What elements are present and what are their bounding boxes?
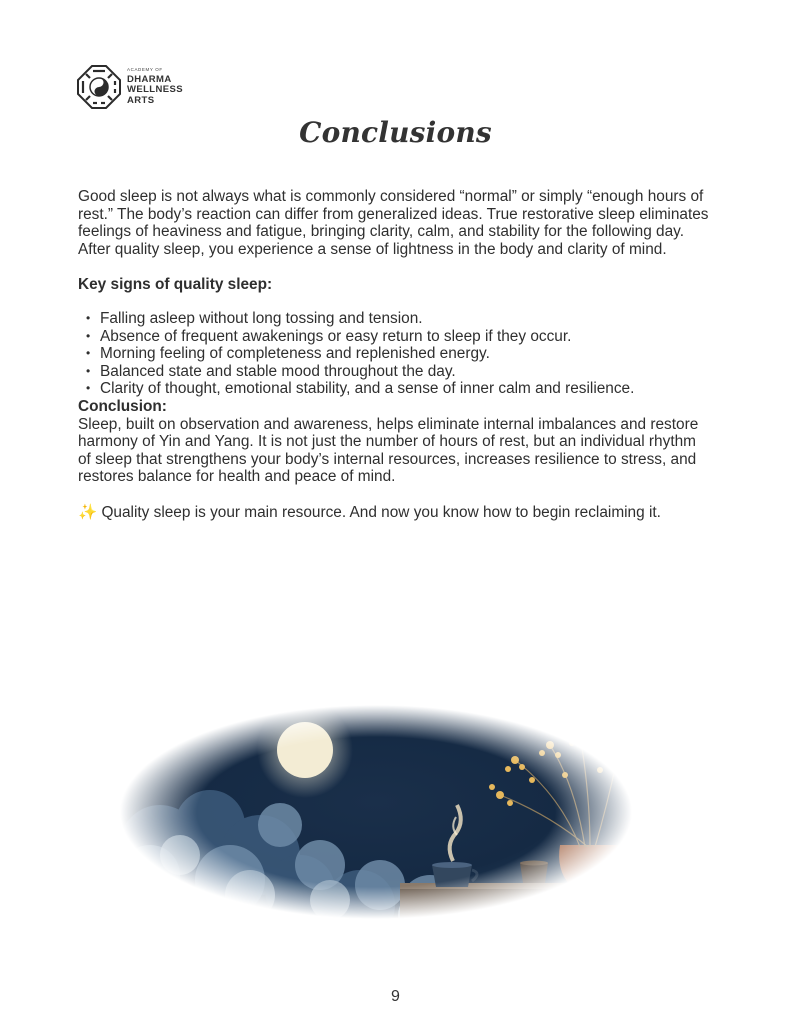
logo-line-2: WELLNESS [127, 84, 183, 95]
conclusion-paragraph: Sleep, built on observation and awareness, helps eliminate internal imbalances and restore harmony of Yin and Yang. It is not just the number of hours of rest, but an individual rhythm of sleep that strengthens your body’s internal resources, increases resilience to stress, and restores balance for health and peace of mind. [78, 415, 699, 486]
intro-paragraph: Good sleep is not always what is commonly considered “normal” or simply “enough hours of rest.” The body’s reaction can differ from generalized ideas. True restorative sleep eliminates feelings of heaviness and fatigue, bringing clarity, calm, and stability for the following day. After quality sleep, you experience a sense of lightness in the body and clarity of mind. [78, 188, 709, 258]
conclusion-heading: Conclusion: [78, 397, 167, 415]
closing-paragraph [78, 504, 710, 522]
table [400, 885, 632, 920]
moon [277, 722, 333, 778]
list-item: • Absence of frequent awakenings or easy return to sleep if they occur. [78, 328, 710, 346]
list-item: • Clarity of thought, emotional stability, and a sense of inner calm and resilience. [78, 380, 710, 398]
list-item: • Falling asleep without long tossing and tension. [78, 310, 710, 328]
night-moon-tea-illustration [120, 705, 632, 920]
signs-heading: Key signs of quality sleep: [78, 276, 273, 294]
logo-line-1: DHARMA [127, 73, 172, 85]
logo-tagline: ACADEMY OF [127, 67, 163, 72]
list-item: • Balanced state and stable mood throughout the day. [78, 363, 710, 381]
academy-logo [76, 64, 183, 110]
page-title: Conclusions [299, 116, 492, 149]
logo-line-3: ARTS [127, 94, 155, 106]
list-item: • Morning feeling of completeness and replenished energy. [78, 345, 710, 363]
page-number: 9 [391, 988, 400, 1005]
signs-list [78, 310, 710, 398]
bagua-yin-yang-icon [76, 64, 122, 110]
sparkles-icon: ✨ [78, 503, 98, 521]
closing-text: Quality sleep is your main resource. And now you know how to begin reclaiming it. [101, 503, 661, 521]
main-content [78, 188, 710, 522]
teapot [520, 861, 548, 884]
